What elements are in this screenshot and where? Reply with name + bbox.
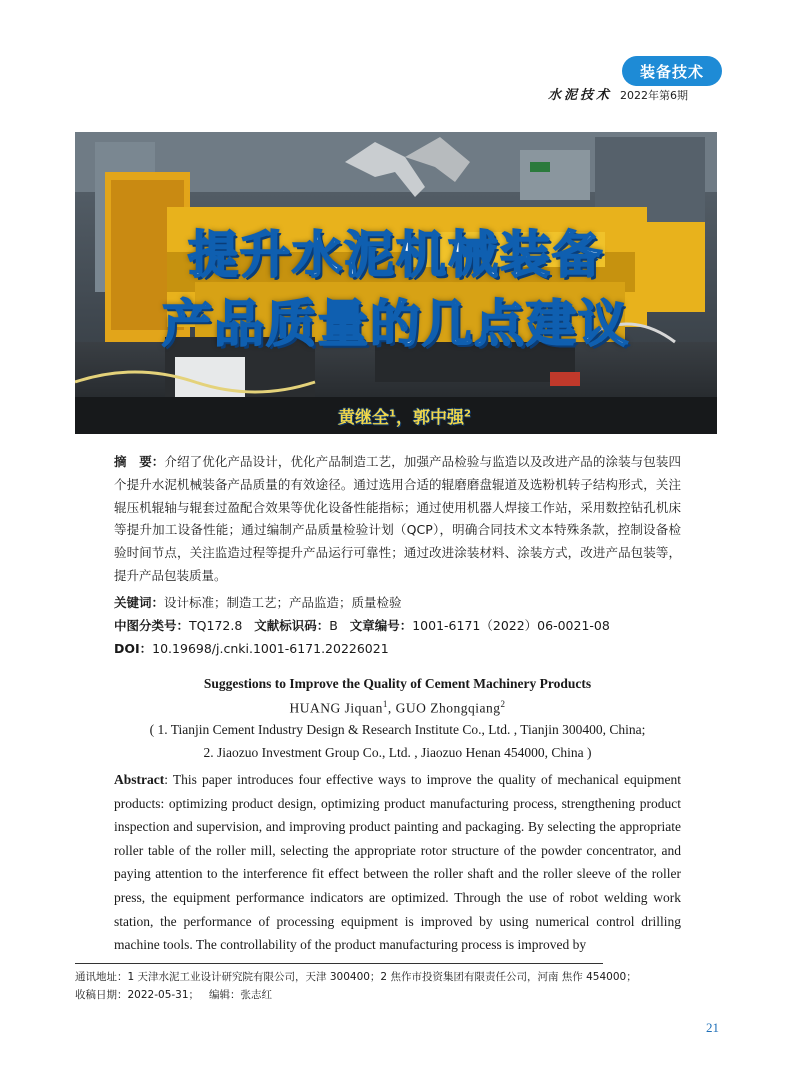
- editor-label: 编辑：: [209, 989, 241, 1001]
- classification-line: [114, 616, 610, 634]
- editor-name: 张志红: [240, 989, 273, 1001]
- abstract-en-text: : This paper introduces four effective ways to improve the quality of mechanical equipment products: optimizing product design, optimizing product manufacturing process, strengthening product inspection and supervision, and improving product painting and packaging. By selecting the appropriate roller table of the roller mill, selecting the appropriate rotor structure of the powder concentrator, and paying attention to the interference fit effect between the roller shaft and the roller sleeve of the roller press, the equipment performance indicators are optimized. Through the use of robot welding work station, the performance of processing equipment is improved by using numerical control drilling machine tools. The controllability of the product manufacturing process is improved by: [114, 772, 681, 953]
- affiliation-1: ( 1. Tianjin Cement Industry Design & Research Institute Co., Ltd. , Tianjin 300400, China;: [149, 722, 646, 737]
- english-authors: [114, 699, 681, 717]
- abstract-cn: [114, 451, 681, 588]
- keywords: [114, 593, 402, 611]
- en-author1: HUANG Jiquan: [289, 700, 383, 716]
- abstract-en: [114, 768, 681, 957]
- hero-image: [75, 132, 717, 434]
- journal-header: [548, 84, 688, 103]
- abstract-cn-label: 摘 要：: [114, 454, 165, 469]
- footnote-divider: [75, 963, 603, 964]
- author-separator: ，: [395, 408, 413, 428]
- doc-code-value: B: [329, 618, 338, 633]
- section-badge: 装备技术: [622, 56, 722, 86]
- journal-name: 水泥技术: [548, 88, 613, 103]
- affiliation-2: 2. Jiaozuo Investment Group Co., Ltd. , Jiaozuo Henan 454000, China ): [203, 745, 592, 760]
- author1-name: 黄继全: [338, 408, 389, 428]
- received-label: 收稿日期：: [75, 989, 128, 1001]
- author2-name: 郭中强: [412, 408, 464, 428]
- journal-issue: 2022年第6期: [620, 89, 689, 102]
- page-number: 21: [706, 1020, 719, 1035]
- keywords-text: 设计标准；制造工艺；产品监造；质量检验: [164, 595, 402, 610]
- en-author-separator: ,: [387, 700, 396, 716]
- footnote-address: 通讯地址：1 天津水泥工业设计研究院有限公司，天津 300400；2 焦作市投资集团有限责任公司，河南 焦作 454000；: [75, 971, 637, 983]
- english-title: Suggestions to Improve the Quality of Cement Machinery Products: [203, 676, 592, 691]
- clc-value: TQ172.8: [189, 618, 243, 633]
- abstract-en-label: Abstract: [114, 772, 165, 787]
- footnote-dates: [75, 987, 272, 1002]
- clc-label: 中图分类号：: [114, 618, 190, 633]
- en-author2-sup: 2: [500, 699, 506, 709]
- author2-sup: 2: [463, 408, 471, 420]
- article-no-value: 1001-6171（2022）06-0021-08: [412, 618, 610, 633]
- doi-line: [114, 639, 389, 657]
- author1-sup: 1: [389, 408, 396, 420]
- en-author2: GUO Zhongqiang: [395, 700, 501, 716]
- hero-title-line2: 产品质量的几点建议: [162, 295, 630, 353]
- hero-authors: [338, 403, 471, 428]
- abstract-cn-text: 介绍了优化产品设计，优化产品制造工艺，加强产品检验与监造以及改进产品的涂装与包装四个提升水泥机械装备产品质量的有效途径。通过选用合适的辊磨磨盘辊道及选粉机转子结构形式，关注辊压机辊轴与辊套过盈配合效果等优化设备性能指标；通过使用机器人焊接工作站，采用数控钻孔机床等提升加工设备性能；通过编制产品质量检验计划（QCP），明确合同技术文本特殊条款，控制设备检验时间节点，关注监造过程等提升产品运行可靠性；通过改进涂装材料、涂装方式，改进产品包装等，提升产品包装质量。: [114, 454, 681, 583]
- hero-title-line1: 提升水泥机械装备: [188, 226, 604, 284]
- en-author1-sup: 1: [382, 699, 388, 709]
- doi-value: 10.19698/j.cnki.1001-6171.20226021: [152, 641, 389, 656]
- keywords-label: 关键词：: [114, 595, 165, 610]
- doc-code-label: 文献标识码：: [254, 618, 330, 633]
- article-no-label: 文章编号：: [349, 618, 413, 633]
- received-date: 2022-05-31；: [127, 989, 200, 1001]
- doi-label: DOI：: [114, 641, 153, 656]
